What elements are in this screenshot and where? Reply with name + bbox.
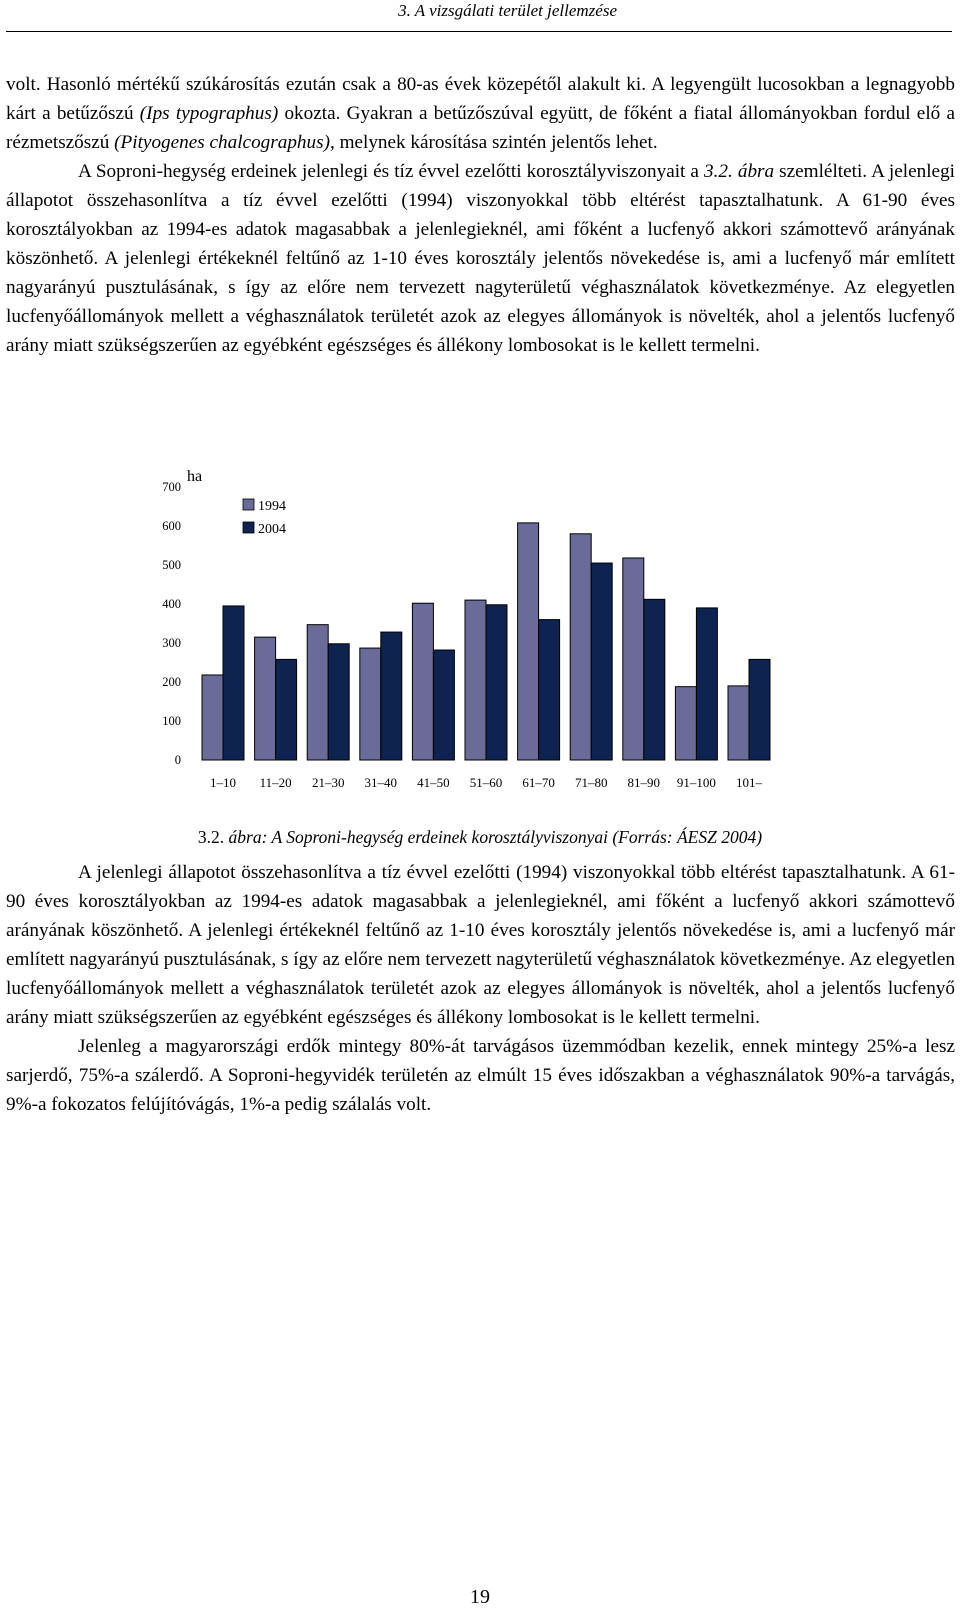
page-number: 19 [470, 1586, 490, 1608]
bar-1994-8 [570, 534, 591, 760]
bar-2004-7 [539, 620, 560, 760]
y-axis-unit-label: ha [187, 470, 203, 485]
header-rule [6, 31, 952, 32]
legend [243, 499, 286, 537]
bar-1994-11 [728, 686, 749, 760]
x-tick-label: 61–70 [522, 775, 555, 790]
legend-swatch-2004 [243, 522, 254, 533]
p3-text: A jelenlegi állapotot összehasonlítva a tíz évvel ezelőtti (1994) viszonyokkal több eltérést tapasztalhatunk. A 61-90 éves korosztályokban az 1994-es adatok magasabbak a jelenlegieknél, ami főként a lucfenyő akkori számottevő arányának köszönhető. A jelenlegi értékeknél feltűnő az 1-10 éves korosztály jelentős növekedése is, ami a lucfenyő már említett nagyarányú pusztulásának, s így az előre nem tervezett nagyterületű véghasználatok következménye. Az elegyetlen lucfenyőállományok mellett a véghasználatok területét azok az elegyes állományok is növelték, ahol a jelentős lucfenyő arány miatt szükségszerűen az egyébként egészséges és állékony lombosokat is le kellett termelni. [6, 862, 955, 1028]
p1-text-3: , melynek károsítása szintén jelentős lehet. [329, 132, 658, 153]
bar-1994-2 [255, 637, 276, 760]
bar-2004-4 [381, 632, 402, 760]
bar-1994-1 [202, 675, 223, 760]
bar-2004-3 [328, 644, 349, 760]
bar-2004-5 [433, 650, 454, 760]
figure-number: 3.2. [197, 827, 225, 847]
x-tick-label: 71–80 [574, 775, 608, 790]
bar-1994-3 [307, 625, 328, 760]
bar-1994-7 [518, 523, 539, 760]
y-axis [162, 480, 181, 767]
p1-species-1: (Ips typographus) [139, 103, 279, 124]
y-tick-label: 200 [162, 675, 181, 689]
p4-text: Jelenleg a magyarországi erdők mintegy 80%-át tarvágásos üzemmódban kezelik, ennek mintegy 25%-a lesz sarjerdő, 75%-a szálerdő. A Soproni-hegyvidék területén az elmúlt 15 éves időszakban a véghasználatok 90%-a tarvágás, 9%-a fokozatos felújítóvágás, 1%-a pedig szálalás volt. [6, 1036, 955, 1115]
y-tick-label: 100 [162, 714, 181, 728]
y-tick-label: 500 [162, 558, 181, 572]
x-tick-label: 91–100 [676, 775, 716, 790]
bar-2004-10 [696, 608, 717, 760]
running-header [0, 0, 960, 32]
p1-species-2: (Pityogenes chalcographus) [114, 132, 330, 153]
figure-caption-text: ábra: A Soproni-hegység erdeinek korosztályviszonyai (Forrás: ÁESZ 2004) [224, 827, 763, 847]
p1-text-1: volt. Hasonló mértékű szúkárosítás ezután csak a 80-as évek közepétől alakult ki. A legyengült lucosokban a legnagyobb kárt a betűzőszú [6, 74, 955, 124]
body-paragraph-1 [6, 70, 955, 360]
y-tick-label: 700 [162, 480, 181, 494]
bar-1994-5 [412, 603, 433, 760]
bars-group [202, 523, 770, 760]
p2-text-1: A Soproni-hegység erdeinek jelenlegi és tíz évvel ezelőtti korosztályviszonyait a [78, 161, 705, 182]
x-tick-label: 1–10 [210, 775, 236, 790]
legend-label-2004: 2004 [258, 522, 286, 537]
bar-2004-11 [749, 659, 770, 760]
y-tick-label: 600 [162, 519, 181, 533]
x-tick-label: 41–50 [417, 775, 450, 790]
x-tick-label: 31–40 [364, 775, 398, 790]
bar-1994-6 [465, 600, 486, 760]
x-tick-label: 11–20 [259, 775, 292, 790]
bar-2004-1 [223, 606, 244, 760]
legend-label-1994: 1994 [258, 499, 286, 514]
x-tick-label: 21–30 [311, 775, 345, 790]
y-tick-label: 300 [162, 636, 181, 650]
y-tick-label: 0 [174, 753, 181, 767]
bar-2004-6 [486, 605, 507, 760]
bar-2004-8 [591, 563, 612, 760]
running-title: 3. A vizsgálati terület jellemzése [398, 1, 617, 20]
body-paragraph-3 [6, 858, 955, 1119]
age-class-bar-chart [0, 470, 960, 820]
p1-text-2: okozta. Gyakran a betűzőszúval együtt, de főként a fiatal állományokban fordul elő a rézmetszőszú [6, 103, 955, 153]
bar-1994-9 [623, 558, 644, 760]
bar-1994-10 [675, 687, 696, 760]
p2-figure-ref: 3.2. ábra [704, 161, 775, 182]
x-tick-label: 101– [736, 775, 762, 790]
legend-swatch-1994 [243, 499, 254, 510]
x-tick-labels [210, 775, 763, 790]
bar-2004-2 [276, 659, 297, 760]
figure-caption [0, 827, 960, 848]
x-tick-label: 51–60 [469, 775, 503, 790]
bar-2004-9 [644, 599, 665, 760]
x-tick-label: 81–90 [627, 775, 661, 790]
bar-1994-4 [360, 648, 381, 760]
y-tick-label: 400 [162, 597, 181, 611]
p2-text-2: szemlélteti. A jelenlegi állapotot összehasonlítva a tíz évvel ezelőtti (1994) viszonyokkal több eltérést tapasztalhatunk. A 61-90 éves korosztályokban az 1994-es adatok magasabbak a jelenlegieknél, ami főként a lucfenyő akkori számottevő arányának köszönhető. A jelenlegi értékeknél feltűnő az 1-10 éves korosztály jelentős növekedése is, ami a lucfenyő már említett nagyarányú pusztulásának, s így az előre nem tervezett nagyterületű véghasználatok következménye. Az elegyetlen lucfenyőállományok mellett a véghasználatok területét azok az elegyes állományok is növelték, ahol a jelentős lucfenyő arány miatt szükségszerűen az egyébként egészséges és állékony lombosokat is le kellett termelni. [6, 161, 955, 356]
